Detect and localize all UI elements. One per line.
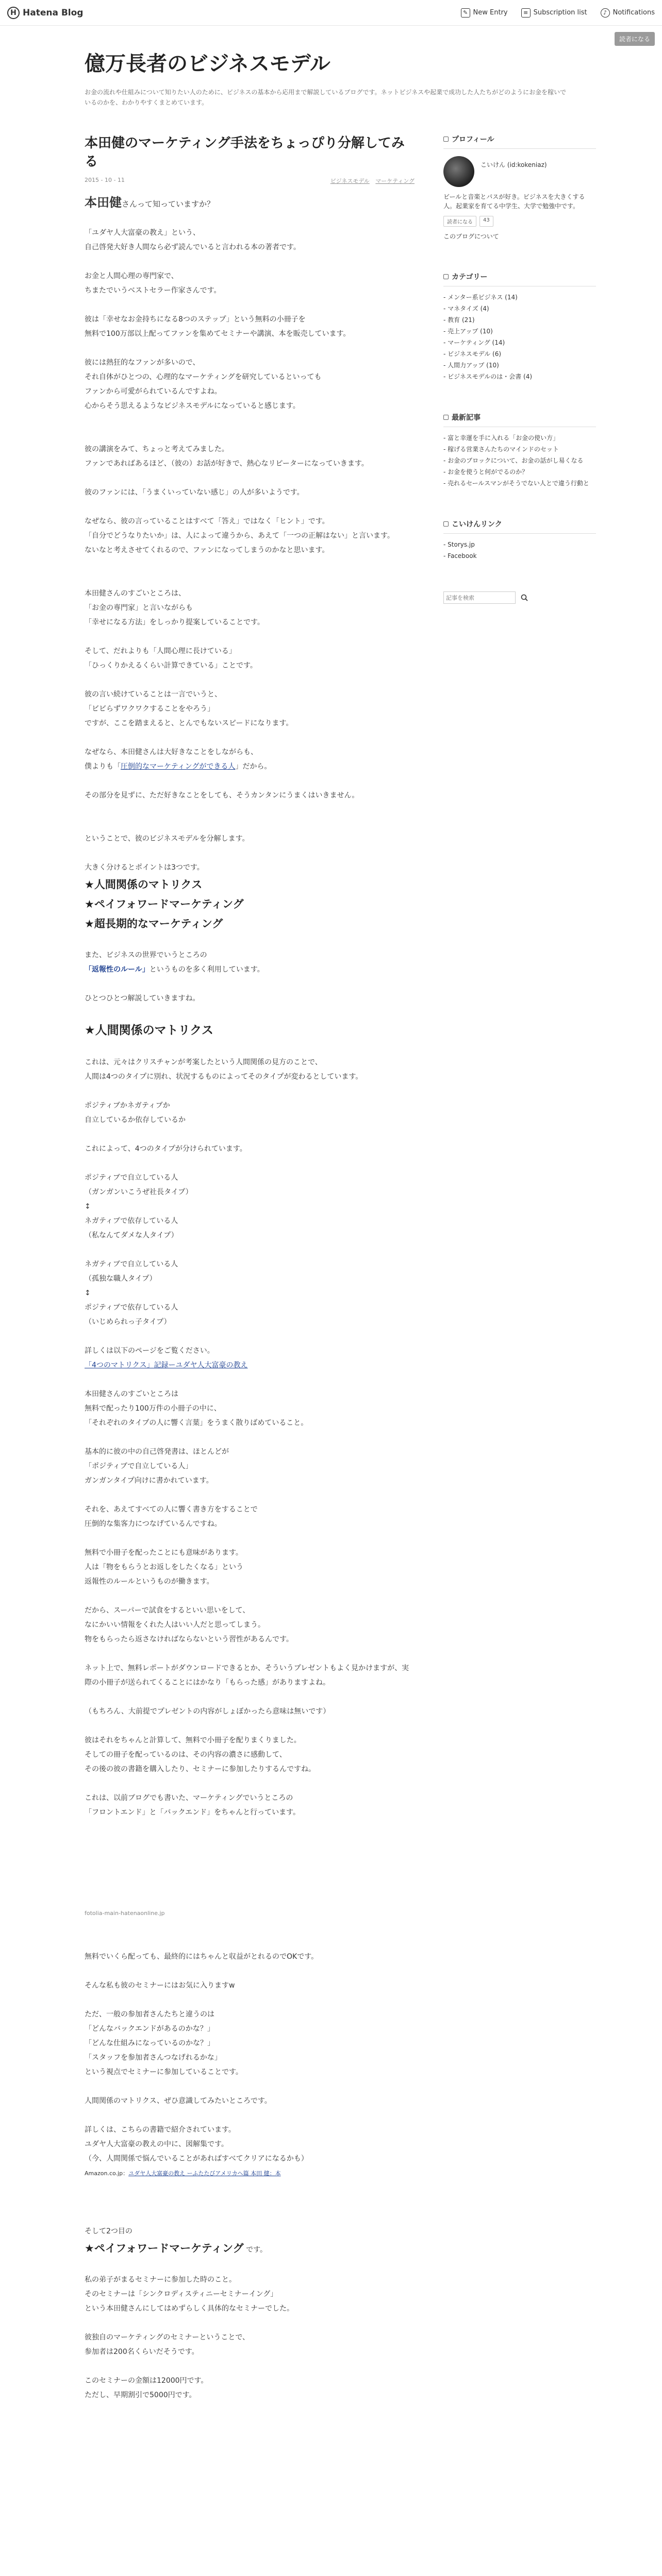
category-item[interactable]: - 教育 (21): [443, 315, 596, 325]
search-module: [443, 591, 596, 604]
blog-title[interactable]: 億万長者のビジネスモデル: [85, 52, 330, 76]
module-title: こいけんリンク: [443, 519, 596, 534]
follow-count: 43: [479, 216, 493, 227]
list-icon: ≡: [521, 8, 531, 18]
bell-icon: ♪: [601, 8, 610, 18]
recent-entry[interactable]: - 売れるセールスマンがそうでない人とで違う行動と: [443, 479, 596, 488]
search-row: [443, 591, 596, 604]
module-title: カテゴリー: [443, 272, 596, 286]
external-link[interactable]: - Storys.jp: [443, 540, 596, 549]
follow-button[interactable]: 読者になる: [443, 216, 476, 227]
profile-icon: [443, 137, 449, 142]
folder-icon: [443, 274, 449, 279]
paragraph: 無料でいくら配っても、最終的にはちゃんと収益がとれるのでOKです。: [85, 1952, 319, 1961]
paragraph: そんな私も彼のセミナーにはお気に入りますw: [85, 1981, 235, 1990]
avatar[interactable]: [443, 156, 474, 187]
hatena-logo-text: Hatena Blog: [23, 7, 84, 18]
paragraph: ただ、一般の参加者さんたちと違うのは 「どんなバックエンドがあるのかな？」 「どんな仕組みになっているのかな？」 「スタッフを参加者さんつなげれるかな」 という視点でセミナーに参加していることです。: [85, 2010, 243, 2076]
paragraph: 彼独自のマーケティングのセミナーということで、 参加者は200名くらいだそうです。: [85, 2333, 250, 2356]
category-link[interactable]: マーケティング: [375, 177, 415, 184]
paragraph: 本田健さんのすごいところは、 「お金の専門家」と言いながらも 「幸せになる方法」をしっかり提案していることです。: [85, 589, 264, 626]
entry-title[interactable]: 本田健のマーケティング手法をちょっぴり分解してみる: [85, 135, 405, 170]
paragraph: 「ユダヤ人大富豪の教え」という、 自己啓発大好き人間なら必ず読んでいると言われる本の著者です。: [85, 228, 301, 251]
entry-date[interactable]: 2015 - 10 - 11: [85, 176, 125, 183]
blog-header: [0, 26, 662, 134]
category-link[interactable]: ビジネスモデル: [330, 177, 370, 184]
paragraph: ネガティブで自立している人 （孤独な職人タイプ） ↕ ポジティブで依存している人 （いじめられっ子タイプ）: [85, 1260, 178, 1326]
paragraph: その部分を見ずに、ただ好きなことをしても、そうカンタンにうまくはいきません。: [85, 791, 359, 800]
paragraph: なぜなら、彼の言っていることはすべて「答え」ではなく「ヒント」です。 「自分でどうなりたいか」は、人によって違うから、あえて「一つの正解はない」と言います。 ないなと考えさせてくれるので、ファンになってしまうのかなと思います。: [85, 517, 394, 554]
recent-entry[interactable]: - 稼げる営業さんたちのマインドのセット: [443, 445, 596, 454]
notifications-link[interactable]: [601, 8, 655, 18]
subscribe-button[interactable]: 読者になる: [615, 32, 655, 46]
paragraph: それを、あえてすべての人に響く書き方をすることで 圧倒的な集客力につなげているんですね。: [85, 1505, 258, 1528]
recent-entry[interactable]: - お金を使うと何がでるのか？: [443, 467, 596, 477]
content-wrapper: [0, 134, 662, 2402]
recent-entry[interactable]: - 富と幸運を手に入れる「お金の使い方」: [443, 433, 596, 443]
module-title: プロフィール: [443, 134, 596, 149]
author-name: 本田健: [85, 195, 122, 210]
point-item: ★人間関係のマトリクス: [85, 878, 203, 891]
subscription-label: Subscription list: [533, 9, 587, 16]
follow-row: [443, 216, 596, 227]
recent-entries-module: [443, 412, 596, 488]
paragraph: 大きく分けるとポイントは3つです。: [85, 863, 204, 872]
pencil-icon: ✎: [461, 8, 470, 18]
point-item: ★ペイフォワードマーケティング: [85, 897, 244, 910]
paragraph: 彼には熱狂的なファンが多いので、 それ自体がひとつの、心理的なマーケティングを研究しているといっても ファンから可愛がられているんですよね。 心からそう思えるようなビジネスモデルになっていると感じます。: [85, 358, 322, 410]
paragraph: 無料で小冊子を配ったことにも意味があります。 人は「物をもらうとお返しをしたくなる」という 返報性のルールというものが働きます。: [85, 1548, 243, 1586]
links-module: [443, 519, 596, 561]
lead-paragraph: [85, 195, 415, 211]
profile-name[interactable]: こいけん (id:kokeniaz): [481, 161, 547, 168]
entry-meta: [85, 177, 415, 185]
paragraph: 彼のファンには、「うまくいっていない感じ」の人が多いようです。: [85, 488, 304, 497]
detail-link[interactable]: 「4つのマトリクス」記録ーユダヤ人大富豪の教え: [85, 1361, 248, 1369]
category-item[interactable]: - 人間力アップ (10): [443, 361, 596, 370]
profile: [443, 156, 596, 187]
new-entry-link[interactable]: [461, 8, 508, 18]
module-title: 最新記事: [443, 412, 596, 427]
image-caption: fotolia-main-hatenaonline.jp: [85, 1909, 165, 1917]
paragraph: これは、以前ブログでも書いた、マーケティングでいうところの 「フロントエンド」と「バックエンド」をちゃんと行っています。: [85, 1793, 301, 1817]
paragraph: 彼は「幸せなお金持ちになる8つのステップ」という無料の小冊子を 無料で100万部以上配ってファンを集めてセミナーや講演、本を販売しています。: [85, 315, 351, 338]
hatena-logo-icon: H: [7, 7, 20, 19]
paragraph: 私の弟子がまるセミナーに参加した時のこと。 そのセミナーは「シンクロディスティニーセミナーイング」 という本田健さんにしてはめずらしく具体的なセミナーでした。: [85, 2275, 294, 2313]
paragraph: 彼の講演をみて、ちょっと考えてみました。 ファンであればあるほど、（彼の）お話が好きで、熱心なリピーターになっていきます。: [85, 445, 369, 468]
about-blog-link[interactable]: このブログについて: [443, 233, 499, 240]
paragraph: ポジティブかネガティブか 自立しているか依存しているか: [85, 1101, 186, 1124]
profile-module: [443, 134, 596, 241]
paragraph: ひとつひとつ解説していきますね。: [85, 994, 200, 1003]
paragraph: なぜなら、本田健さんは大好きなことをしながらも、 僕よりも「圧倒的なマーケティングができる人」だから。: [85, 748, 272, 771]
category-list: [443, 293, 596, 381]
paragraph: また、ビジネスの世界でいうところの 「返報性のルール」というものを多く利用しています。: [85, 951, 264, 974]
highlight-text: 「返報性のルール」: [85, 965, 150, 974]
link-list: [443, 540, 596, 561]
paragraph: ということで、彼のビジネスモデルを分解します。: [85, 834, 250, 843]
paragraph: お金と人間心理の専門家で、 ちまたでいうベストセラー作家さんです。: [85, 272, 221, 295]
link-icon: [443, 521, 449, 527]
paragraph: 詳しくは、こちらの書籍で紹介されています。 ユダヤ人大富豪の教えの中に、図解集です。 （今、人間関係で悩んでいることがあればすべてクリアになるかも） Amazon.co.jp：ユダヤ人大富豪の教え ーふたたびアメリカへ篇 本田 健：本: [85, 2125, 308, 2177]
categories-module: [443, 272, 596, 381]
category-item[interactable]: - メンター系ビジネス (14): [443, 293, 596, 302]
paragraph: 彼はそれをちゃんと計算して、無料で小冊子を配りまくりました。 そしての冊子を配っているのは、その内容の濃さに感動して、 その後の彼の書籍を購入したり、セミナーに参加したりするんですね。: [85, 1736, 316, 1773]
hatena-topbar: [0, 0, 662, 26]
search-input[interactable]: [443, 591, 516, 604]
profile-description: ビールと音楽とパスが好き。ビジネスを大きくする人。起業家を育てる中学生、大学で勉強中です。: [443, 193, 585, 210]
paragraph: このセミナーの金額は12000円です。 ただし、早期割引で5000円です。: [85, 2376, 208, 2399]
main-column: [85, 134, 415, 2402]
paragraph: ネット上で、無料レポートがダウンロードできるとか、そういうプレゼントもよく見かけますが、実際の小冊子が送られてくることにはかなり「もらった感」がありますよね。: [85, 1664, 409, 1687]
hatena-logo[interactable]: [7, 7, 83, 19]
search-icon[interactable]: [519, 591, 530, 604]
paragraph: 人間関係のマトリクス、ぜひ意識してみたいところです。: [85, 2096, 272, 2105]
document-icon: [443, 415, 449, 420]
paragraph: ポジティブで自立している人 （ガンガンいこうぜ社長タイプ） ↕ ネガティブで依存している人 （私なんてダメな人タイプ）: [85, 1173, 193, 1240]
inline-link[interactable]: 圧倒的なマーケティングができる人: [121, 762, 236, 771]
new-entry-label: New Entry: [473, 9, 508, 16]
paragraph: そして2つ目の: [85, 2227, 133, 2235]
paragraph: （もちろん、大前提でプレゼントの内容がしょぼかったら意味は無いです）: [85, 1707, 330, 1716]
recent-entry[interactable]: - お金のブロックについて、お金の話がし易くなる: [443, 456, 596, 465]
point-item: ★超長期的なマーケティング: [85, 917, 223, 930]
category-item[interactable]: - マネタイズ (4): [443, 304, 596, 313]
paragraph: そして、だれよりも「人間心理に長けている」 「ひっくりかえるくらい計算できている」ことです。: [85, 647, 257, 670]
paragraph: 本田健さんのすごいところは 無料で配ったり100万件の小冊子の中に、 「それぞれのタイプの人に響く言葉」をうまく散りばめていること。: [85, 1389, 308, 1427]
section-heading: ★人間関係のマトリクス: [85, 1023, 213, 1037]
paragraph: これによって、4つのタイプが分けられています。: [85, 1144, 247, 1153]
paragraph: だから、スーパーで試食をするといい思いをして、 なにかいい情報をくれた人はいい人だと思ってしまう。 物をもらったら返さなければならないという習性があるんです。: [85, 1606, 293, 1643]
section-heading: ★ペイフォワードマーケティング: [85, 2242, 244, 2255]
subscription-list-link[interactable]: [521, 8, 587, 18]
category-item[interactable]: - マーケティング (14): [443, 338, 596, 347]
blog-description: お金の流れや仕組みについて知りたい人のために、ビジネスの基本から応用まで解説しているブログです。ネットビジネスや起業で成功した人たちがどのようにお金を稼いでいるのかを、わかりやすくまとめています。: [85, 89, 567, 106]
amazon-link[interactable]: ユダヤ人大富豪の教え ーふたたびアメリカへ篇 本田 健：本: [128, 2170, 281, 2177]
entry-body: [85, 195, 415, 2402]
paragraph: これは、元々はクリスチャンが考案したという人間関係の見方のことで、 人間は4つのタイプに別れ、状況するものによってそのタイプが変わるとしています。: [85, 1058, 363, 1081]
category-item[interactable]: - ビジネスモデル (6): [443, 349, 596, 359]
external-link[interactable]: - Facebook: [443, 551, 596, 561]
paragraph: 基本的に彼の中の自己啓発書は、ほとんどが 「ポジティブで自立している人」 ガンガンタイプ向けに書かれています。: [85, 1447, 229, 1485]
category-item[interactable]: - ビジネスモデルのは・会書 (4): [443, 372, 596, 381]
sidebar: [443, 134, 596, 2402]
lead-text: さんって知っていますか？: [122, 199, 215, 209]
paragraph: 詳しくは以下のページをご覧ください。 「4つのマトリクス」記録ーユダヤ人大富豪の教え: [85, 1346, 248, 1369]
recent-list: [443, 433, 596, 488]
entry-categories: [326, 177, 415, 185]
paragraph: 彼の言い続けていることは一言でいうと、 「ビビらずワクワクすることをやろう」 ですが、ここを踏まえると、とんでもないスピードになります。: [85, 690, 293, 727]
section-heading-line: ★ペイフォワードマーケティング です。: [85, 2242, 267, 2255]
category-item[interactable]: - 売上アップ (10): [443, 327, 596, 336]
notifications-label: Notifications: [613, 9, 655, 16]
